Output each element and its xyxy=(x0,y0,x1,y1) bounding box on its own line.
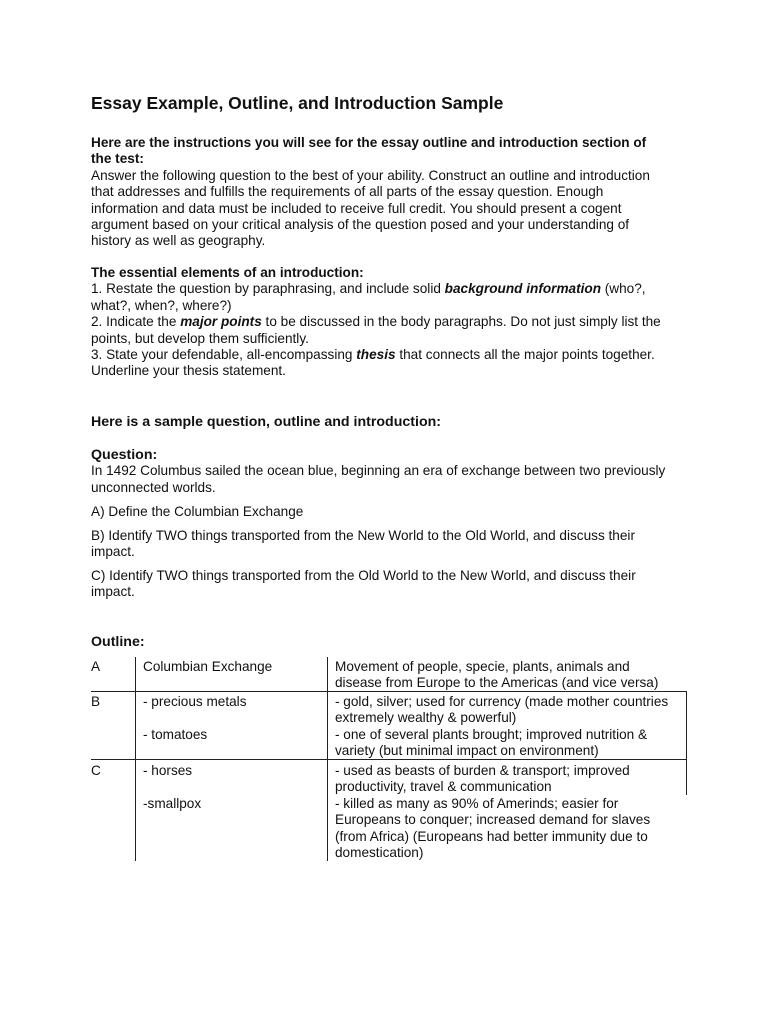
instructions-section xyxy=(91,135,691,250)
outline-item: - tomatoes xyxy=(143,727,208,742)
table-divider xyxy=(686,759,687,795)
instructions-line: information and data must be included to receive full credit. You should present a cogent xyxy=(91,200,622,216)
question-part-c: C) Identify TWO things transported from the Old World to the New World, and discuss their xyxy=(91,567,636,583)
item-text: that connects all the major points together. xyxy=(395,347,655,363)
essentials-item-3 xyxy=(91,347,691,363)
instructions-line: history as well as geography. xyxy=(91,233,266,249)
item-text: to be discussed in the body paragraphs. Do not just simply list the xyxy=(261,314,661,330)
outline-table xyxy=(91,657,691,862)
essentials-item-1-cont: what?, when?, where?) xyxy=(91,297,232,313)
detail-line: (from Africa) (Europeans had better immunity due to xyxy=(335,828,648,844)
essentials-item-1 xyxy=(91,281,691,297)
item-text: 3. State your defendable, all-encompassing xyxy=(91,347,357,363)
outline-item: Columbian Exchange xyxy=(143,659,273,674)
outline-detail xyxy=(335,694,668,760)
essentials-heading: The essential elements of an introduction: xyxy=(91,265,364,280)
outline-detail xyxy=(335,659,658,692)
detail-line: domestication) xyxy=(335,845,424,861)
essentials-item-2-cont: points, but develop them sufficiently. xyxy=(91,330,309,346)
outline-heading: Outline: xyxy=(91,634,145,650)
sample-heading: Here is a sample question, outline and introduction: xyxy=(91,414,441,430)
detail-line: - used as beasts of burden & transport; improved xyxy=(335,763,630,778)
detail-line: productivity, travel & communication xyxy=(335,779,552,795)
item-emphasis: thesis xyxy=(356,347,396,363)
instructions-line: Answer the following question to the best of your ability. Construct an outline and introduction xyxy=(91,167,650,183)
outline-item: - precious metals xyxy=(143,694,247,709)
instructions-heading-line2: the test: xyxy=(91,151,144,167)
outline-item: - horses xyxy=(143,763,193,778)
question-part-b: B) Identify TWO things transported from the New World to the Old World, and discuss their xyxy=(91,527,635,543)
outline-letter: B xyxy=(91,694,101,709)
item-emphasis: background information xyxy=(444,281,601,297)
outline-detail xyxy=(335,763,650,861)
detail-line: - gold, silver; used for currency (made mother countries xyxy=(335,694,669,709)
detail-line: extremely wealthy & powerful) xyxy=(335,710,517,726)
outline-letter: A xyxy=(91,659,101,674)
item-text: 2. Indicate the xyxy=(91,314,181,330)
detail-line: disease from Europe to the Americas (and vice versa) xyxy=(335,675,659,691)
question-part-a: A) Define the Columbian Exchange xyxy=(91,503,304,519)
outline-item: -smallpox xyxy=(143,796,202,811)
outline-letter: C xyxy=(91,763,101,778)
question-intro-line: In 1492 Columbus sailed the ocean blue, beginning an era of exchange between two previously xyxy=(91,463,666,479)
detail-line: variety (but minimal impact on environment) xyxy=(335,743,599,759)
instructions-line: that addresses and fulfills the requirements of all parts of the essay question. Enough xyxy=(91,184,604,200)
detail-line: - killed as many as 90% of Amerinds; easier for xyxy=(335,795,619,811)
essentials-section xyxy=(91,265,691,380)
document-title: Essay Example, Outline, and Introduction Sample xyxy=(91,93,504,113)
detail-line: Europeans to conquer; increased demand for slaves xyxy=(335,812,651,828)
instructions-heading-line1: Here are the instructions you will see for the essay outline and introduction section of xyxy=(91,135,647,150)
detail-line: Movement of people, specie, plants, animals and xyxy=(335,659,630,674)
essentials-item-2 xyxy=(91,314,691,330)
question-intro-line: unconnected worlds. xyxy=(91,479,216,495)
detail-line: - one of several plants brought; improved nutrition & xyxy=(335,726,648,742)
question-part-c-cont: impact. xyxy=(91,584,135,600)
question-part-b-cont: impact. xyxy=(91,544,135,560)
question-section xyxy=(91,447,691,601)
item-emphasis: major points xyxy=(180,314,262,330)
essentials-item-3-cont: Underline your thesis statement. xyxy=(91,363,286,379)
question-heading: Question: xyxy=(91,447,158,463)
item-text: (who?, xyxy=(601,281,646,297)
table-divider xyxy=(686,691,687,759)
instructions-line: argument based on your critical analysis of the question posed and your understanding of xyxy=(91,217,630,233)
item-text: 1. Restate the question by paraphrasing, and include solid xyxy=(91,281,445,297)
